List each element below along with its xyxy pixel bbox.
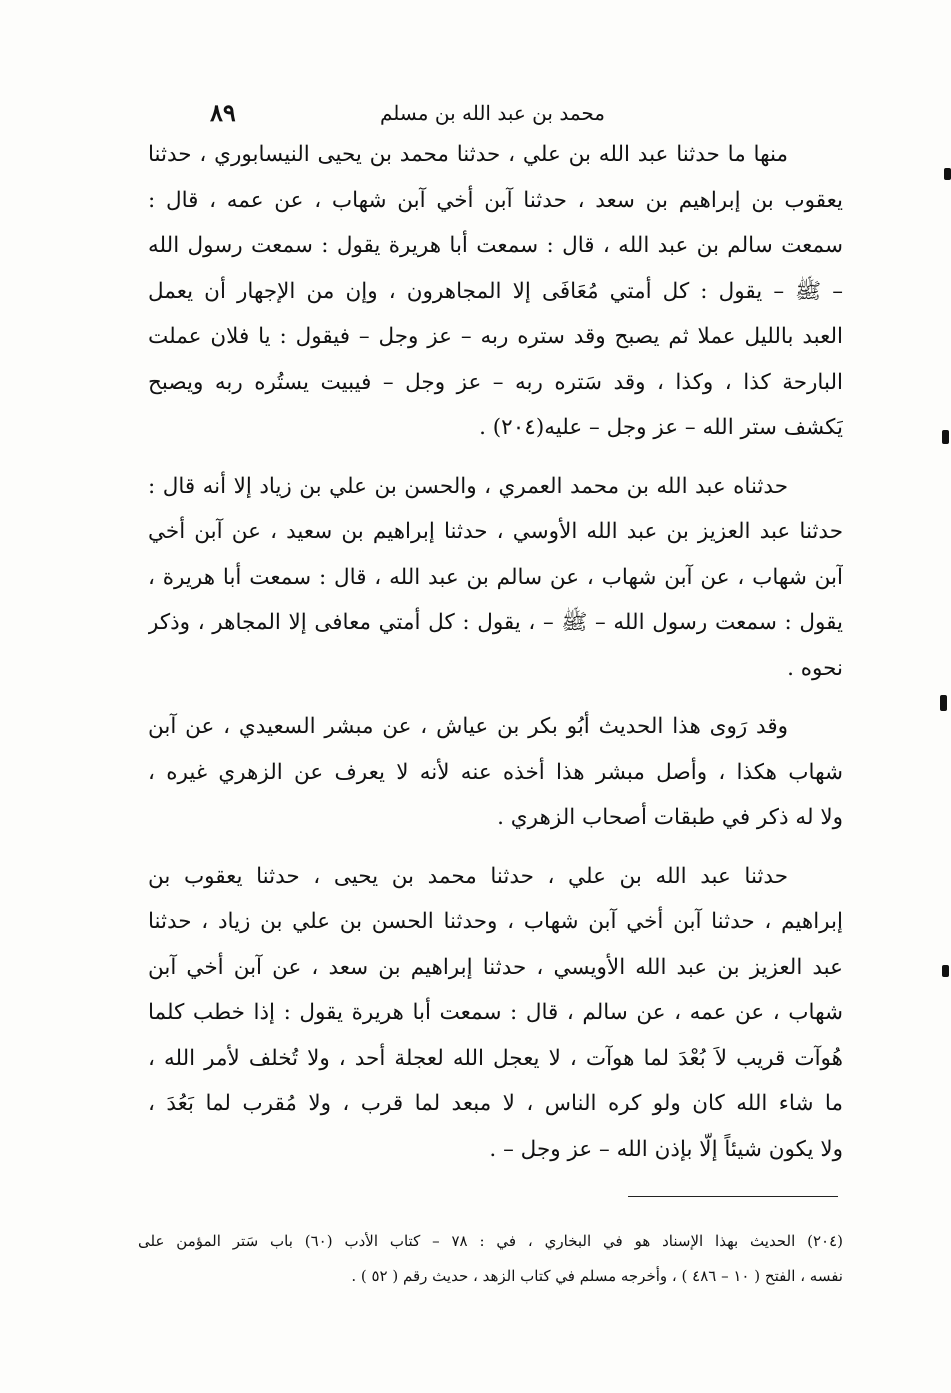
footnote-line: (٢٠٤) الحديث بهذا الإسناد هو في البخاري ، في : ٧٨ – كتاب الأدب (٦٠) باب سَتر المؤمن على <box>138 1232 843 1250</box>
text-line: يقول : سمعت رسول الله – ﷺ – ، يقول : كل أمتي معافى إلا المجاهر ، وذكر <box>148 610 843 635</box>
text-line: حدثنا عبد العزيز بن عبد الله الأوسي ، حدثنا إبراهيم بن سعيد ، عن آبن أخي <box>148 519 843 544</box>
text-line: شهاب ، عن عمه ، عن سالم ، قال : سمعت أبا هريرة يقول : إذا خطب كلما <box>148 1000 843 1025</box>
footnote-line: نفسه ، الفتح ( ١٠ – ٤٨٦ ) ، وأخرجه مسلم في كتاب الزهد ، حديث رقم ( ٥٢ ) . <box>351 1267 843 1285</box>
paragraph-3 <box>148 704 843 841</box>
page-header <box>150 98 840 128</box>
text-line: آبن شهاب ، عن آبن شهاب ، عن سالم بن عبد الله ، قال : سمعت أبا هريرة ، <box>148 564 843 590</box>
margin-mark <box>944 168 951 180</box>
text-line: حدثنا عبد الله بن علي ، حدثنا محمد بن يحيى ، حدثنا يعقوب بن <box>148 863 788 889</box>
page-number: ٨٩ <box>210 98 236 127</box>
paragraph-2 <box>148 464 843 692</box>
text-line: يعقوب بن إبراهيم بن سعد ، حدثنا آبن أخي آبن شهاب ، عن عمه ، قال : <box>148 187 843 213</box>
main-text <box>148 132 843 1172</box>
text-line: العبد بالليل عملا ثم يصبح وقد ستره ربه – عز وجل – فيقول : يا فلان عملت <box>148 324 843 349</box>
text-line: البارحة كذا ، وكذا ، وقد سَتره ربه – عز وجل – فيبيت يستُره ربه ويصبح <box>148 369 843 395</box>
text-line: شهاب هكذا ، وأصل مبشر هذا أخذه عنه لأنه لا يعرف عن الزهري غيره ، <box>148 759 843 785</box>
text-line: سمعت سالم بن عبد الله ، قال : سمعت أبا هريرة يقول : سمعت رسول الله <box>148 233 843 258</box>
text-line: – ﷺ – يقول : كل أمتي مُعَافَى إلا المجاهرون ، وإن من الإجهار أن يعمل <box>148 278 843 304</box>
paragraph-1 <box>148 132 843 451</box>
text-line: إبراهيم ، حدثنا آبن أخي آبن شهاب ، وحدثنا الحسن بن علي بن زياد ، حدثنا <box>148 909 843 934</box>
footnote-separator <box>628 1196 838 1197</box>
text-line: حدثناه عبد الله بن محمد العمري ، والحسن بن علي بن زياد إلا أنه قال : <box>148 473 788 499</box>
text-line: عبد العزيز بن عبد الله الأويسي ، حدثنا إبراهيم بن سعد ، عن آبن أخي آبن <box>148 954 843 980</box>
text-line: ولا يكون شيئاً إلّا بإذن الله – عز وجل – . <box>489 1136 843 1162</box>
text-line: نحوه . <box>787 655 843 681</box>
text-line: منها ما حدثنا عبد الله بن علي ، حدثنا محمد بن يحيى النيسابوري ، حدثنا <box>148 142 788 167</box>
text-line: وقد رَوى هذا الحديث أبُو بكر بن عياش ، عن مبشر السعيدي ، عن آبن <box>148 714 788 739</box>
text-line: ولا له ذكر في طبقات أصحاب الزهري . <box>497 805 843 830</box>
margin-mark <box>942 430 949 444</box>
margin-mark <box>942 965 949 977</box>
paragraph-4 <box>148 854 843 1173</box>
text-line: ما شاء الله كان ولو كره الناس ، لا مبعد لما قرب ، ولا مُقرب لما بَعُدَ ، <box>148 1091 843 1116</box>
margin-mark <box>940 695 947 711</box>
footnotes <box>138 1224 843 1294</box>
text-line: هُوآت قريب لاَ بُعْدَ لما هوآت ، لا يعجل الله لعجلة أحد ، ولا تُخلف لأمر الله ، <box>148 1045 843 1071</box>
running-title: محمد بن عبد الله بن مسلم <box>380 101 605 125</box>
text-line: يَكشف ستر الله – عز وجل – عليه(٢٠٤) . <box>479 415 843 440</box>
